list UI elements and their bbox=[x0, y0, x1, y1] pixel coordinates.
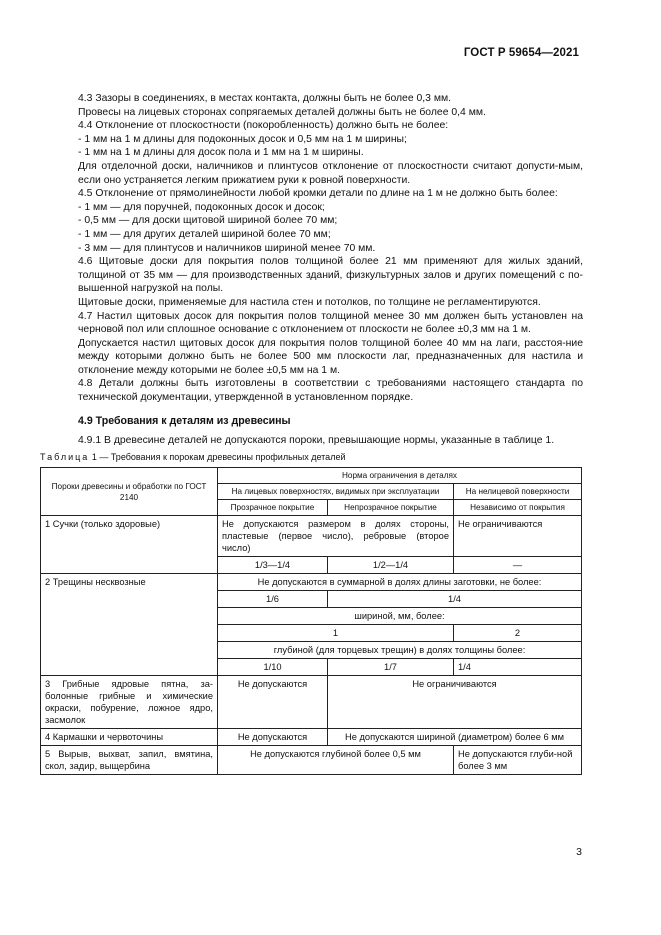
row-2-depth-2: 1/7 bbox=[328, 659, 454, 676]
para-4-7-b: Допускается настил щитовых досок для покрытия полов толщиной более 40 мм на лаги, расстоя-ние между которыми должно быть не более 500 мм плоскости лаг, предназначенных для настила и отклонение между которыми не более ±0,5 мм на 1 м. bbox=[78, 337, 583, 376]
row-3-value-2: Не ограничиваются bbox=[328, 676, 582, 729]
row-4-value-2: Не допускаются шириной (диаметром) более 6 мм bbox=[328, 729, 582, 746]
th-norm: Норма ограничения в деталях bbox=[218, 468, 582, 484]
para-4-6-b: Щитовые доски, применяемые для настила стен и потолков, по толщине не регламентируются. bbox=[78, 296, 541, 308]
para-4-3-b: Провесы на лицевых сторонах сопрягаемых деталей должны быть не более 0,4 мм. bbox=[78, 106, 486, 118]
row-2-depth-3: 1/4 bbox=[454, 659, 582, 676]
row-2-length-1: 1/6 bbox=[218, 591, 328, 608]
para-4-6: 4.6 Щитовые доски для покрытия полов толщиной более 21 мм применяют для жилых зданий, толщиной от 35 мм — для производственных зданий, физкультурных залов и других помещений с по-вышенной нагрузкой на полы. bbox=[78, 256, 583, 295]
row-1-value-opaque: 1/2—1/4 bbox=[328, 557, 454, 574]
row-5-name: 5 Вырыв, выхват, запил, вмятина, скол, задир, выщербина bbox=[41, 746, 218, 775]
page-number: 3 bbox=[576, 846, 582, 858]
row-2-depth-1: 1/10 bbox=[218, 659, 328, 676]
para-4-4: 4.4 Отклонение от плоскостности (покоробленность) должно быть не более: bbox=[78, 120, 449, 132]
table-caption bbox=[40, 451, 583, 465]
row-2-depth-label: глубиной (для торцевых трещин) в долях толщины более: bbox=[218, 642, 582, 659]
para-4-5-item-4: - 3 мм — для плинтусов и наличников шириной менее 70 мм. bbox=[78, 242, 376, 254]
para-4-5-item-3: - 1 мм — для других деталей шириной более 70 мм; bbox=[78, 228, 331, 240]
row-5-value-1: Не допускаются глубиной более 0,5 мм bbox=[218, 746, 454, 775]
th-transparent: Прозрачное покрытие bbox=[218, 500, 328, 516]
section-heading-4-9: 4.9 Требования к деталям из древесины bbox=[78, 414, 291, 427]
table-caption-text: 1 — Требования к порокам древесины профильных деталей bbox=[91, 451, 346, 462]
para-4-9-1: 4.9.1 В древесине деталей не допускаются пороки, превышающие нормы, указанные в таблице 1. bbox=[78, 435, 555, 447]
row-1-nonface: Не ограничиваются bbox=[454, 516, 582, 557]
doc-code-header: ГОСТ Р 59654—2021 bbox=[463, 47, 579, 59]
row-3-name: 3 Грибные ядровые пятна, за-болонные грибные и химические окраски, побурение, ложное ядро, засмолок bbox=[41, 676, 218, 729]
row-5-value-2: Не допускаются глуби-ной более 3 мм bbox=[454, 746, 582, 775]
row-1-desc: Не допускаются размером в долях стороны, пластевые (первое число), ребровые (второе число) bbox=[218, 516, 454, 557]
row-2-length-2: 1/4 bbox=[328, 591, 582, 608]
para-4-3: 4.3 Зазоры в соединениях, в местах контакта, должны быть не более 0,3 мм. bbox=[78, 93, 452, 104]
row-3-value-1: Не допускаются bbox=[218, 676, 328, 729]
th-opaque: Непрозрачное покрытие bbox=[328, 500, 454, 516]
row-2-name: 2 Трещины несквозные bbox=[41, 574, 218, 676]
para-4-4-item-1: - 1 мм на 1 м длины для подоконных досок и 0,5 мм на 1 м ширины; bbox=[78, 133, 407, 145]
para-4-5-item-2: - 0,5 мм — для доски щитовой шириной более 70 мм; bbox=[78, 215, 338, 227]
para-4-5: 4.5 Отклонение от прямолинейности любой кромки детали по длине на 1 м не должно быть более: bbox=[78, 188, 558, 200]
th-defects: Пороки древесины и обработки по ГОСТ 2140 bbox=[41, 468, 218, 516]
para-4-4-c: Для отделочной доски, наличников и плинтусов отклонение от плоскостности считают допусти-мым, если оно устраняется легким прижатием руки к ровной поверхности. bbox=[78, 160, 583, 186]
th-nonface: На нелицевой поверхности bbox=[454, 484, 582, 500]
document-body bbox=[40, 92, 583, 775]
row-2-desc: Не допускаются в суммарной в долях длины заготовки, не более: bbox=[218, 574, 582, 591]
th-face: На лицевых поверхностях, видимых при эксплуатации bbox=[218, 484, 454, 500]
row-2-width-label: шириной, мм, более: bbox=[218, 608, 582, 625]
defects-table bbox=[40, 467, 582, 775]
row-1-value-any: — bbox=[454, 557, 582, 574]
row-1-value-transparent: 1/3—1/4 bbox=[218, 557, 328, 574]
th-any: Независимо от покрытия bbox=[454, 500, 582, 516]
table-caption-label: Таблица bbox=[40, 451, 90, 462]
row-1-name: 1 Сучки (только здоровые) bbox=[41, 516, 218, 574]
para-4-4-item-2: - 1 мм на 1 м длины для досок пола и 1 мм на 1 м ширины. bbox=[78, 147, 364, 159]
row-4-value-1: Не допускаются bbox=[218, 729, 328, 746]
row-2-width-1: 1 bbox=[218, 625, 454, 642]
para-4-7: 4.7 Настил щитовых досок для покрытия полов толщиной менее 30 мм должен быть установлен на черновой пол или сплошное основание с отклонением от плоскости не более ±0,3 мм на 1 м. bbox=[78, 310, 583, 336]
para-4-8: 4.8 Детали должны быть изготовлены в соответствии с требованиями настоящего стандарта по технической документации, утвержденной в установленном порядке. bbox=[78, 378, 583, 404]
row-4-name: 4 Кармашки и червоточины bbox=[41, 729, 218, 746]
para-4-5-item-1: - 1 мм — для поручней, подоконных досок и досок; bbox=[78, 201, 325, 213]
row-2-width-2: 2 bbox=[454, 625, 582, 642]
